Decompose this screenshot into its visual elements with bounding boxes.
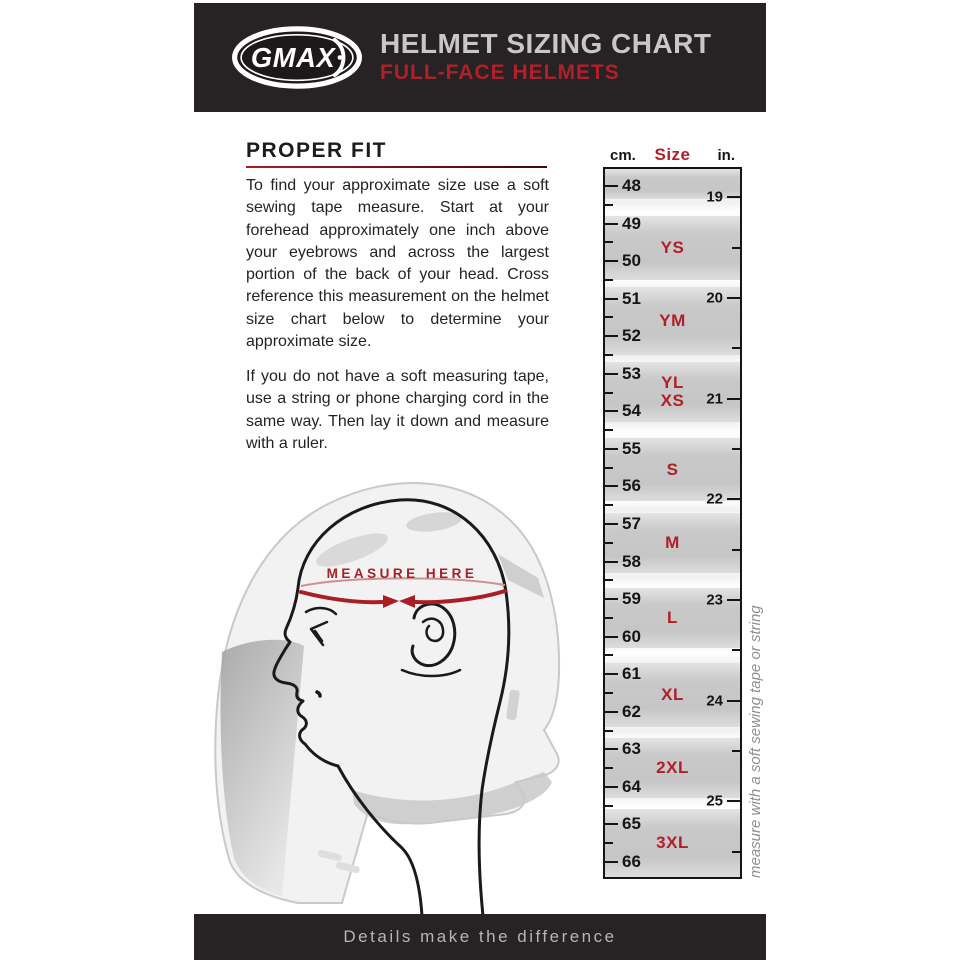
cm-tick xyxy=(605,523,618,525)
size-label: 2XL xyxy=(656,758,689,778)
size-label: 3XL xyxy=(656,833,689,853)
size-label: L xyxy=(667,607,678,627)
cm-tick-label: 48 xyxy=(622,175,641,195)
cm-tick-label: 60 xyxy=(622,626,641,646)
cm-tick xyxy=(605,730,613,732)
cm-tick xyxy=(605,805,613,807)
in-tick-label: 23 xyxy=(706,591,723,609)
in-tick-label: 19 xyxy=(706,188,723,206)
cm-tick-label: 52 xyxy=(622,326,641,346)
page-title: HELMET SIZING CHART xyxy=(380,28,712,59)
in-tick xyxy=(732,851,740,853)
cm-tick xyxy=(605,842,613,844)
cm-tick xyxy=(605,636,618,638)
cm-tick-label: 61 xyxy=(622,664,641,684)
cm-tick xyxy=(605,485,618,487)
in-tick-label: 21 xyxy=(706,390,723,407)
cm-tick-label: 53 xyxy=(622,363,641,383)
cm-tick xyxy=(605,204,613,206)
in-tick-label: 24 xyxy=(706,692,723,709)
in-tick xyxy=(732,649,740,651)
sizing-chart-card xyxy=(194,3,766,960)
cm-tick-label: 50 xyxy=(622,251,641,270)
cm-tick-label: 59 xyxy=(622,589,641,609)
size-column-header: Size xyxy=(654,145,691,164)
cm-tick xyxy=(605,373,618,375)
proper-fit-paragraph-1: To find your approximate size use a soft sewing tape measure. Start at your forehead approximately one inch above your eyebrows and across the largest portion of the back of your head. Cross reference this measurement on the helmet size chart below to determine your approximate size. xyxy=(246,177,549,351)
size-label: XL xyxy=(661,684,684,704)
cm-tick xyxy=(605,598,618,600)
cm-tick xyxy=(605,223,618,225)
cm-tick xyxy=(605,260,618,262)
footer-bar xyxy=(194,914,766,960)
cm-tick-label: 63 xyxy=(622,739,641,759)
cm-tick xyxy=(605,861,618,863)
cm-tick xyxy=(605,579,613,581)
size-label: YS xyxy=(660,237,685,257)
cm-tick xyxy=(605,392,613,394)
in-tick xyxy=(727,599,740,601)
cm-tick-label: 64 xyxy=(622,776,641,796)
cm-tick xyxy=(605,241,613,243)
proper-fit-heading: PROPER FIT xyxy=(246,139,388,162)
cm-tick-label: 62 xyxy=(622,701,641,721)
helmet-illustration xyxy=(202,466,570,918)
cm-tick xyxy=(605,279,613,281)
in-tick xyxy=(732,247,740,249)
in-tick xyxy=(727,498,740,500)
sizing-ruler xyxy=(603,167,742,879)
in-tick xyxy=(727,297,740,299)
cm-tick xyxy=(605,335,618,337)
in-tick xyxy=(732,347,740,349)
gmax-logo-icon xyxy=(232,25,362,90)
cm-tick-label: 51 xyxy=(622,288,641,308)
cm-tick-label: 65 xyxy=(622,814,641,834)
cm-tick xyxy=(605,617,613,619)
cm-tick-label: 58 xyxy=(622,551,641,571)
cm-tick xyxy=(605,410,618,412)
cm-tick-label: 66 xyxy=(622,852,641,871)
cm-tick xyxy=(605,692,613,694)
size-label: YL XS xyxy=(660,373,685,411)
size-label: M xyxy=(665,532,680,552)
page-subtitle: FULL-FACE HELMETS xyxy=(380,61,620,84)
logo-text: GMAX xyxy=(250,42,336,74)
measure-here-label: MEASURE HERE xyxy=(326,566,478,581)
cm-tick xyxy=(605,316,613,318)
in-tick xyxy=(727,700,740,702)
cm-tick xyxy=(605,711,618,713)
cm-tick-label: 54 xyxy=(622,401,641,421)
in-tick xyxy=(732,750,740,752)
in-tick-label: 20 xyxy=(706,289,723,307)
footer-tagline: Details make the difference xyxy=(343,927,617,946)
header-bar xyxy=(194,3,766,112)
cm-tick xyxy=(605,654,613,656)
in-tick xyxy=(727,800,740,802)
cm-tick xyxy=(605,561,618,563)
cm-tick xyxy=(605,542,613,544)
cm-tick-label: 55 xyxy=(622,438,641,458)
cm-tick xyxy=(605,786,618,788)
in-tick xyxy=(727,196,740,198)
chart-column-headers xyxy=(603,145,742,165)
cm-tick xyxy=(605,429,613,431)
in-column-header: in. xyxy=(717,147,735,164)
cm-tick xyxy=(605,298,618,300)
cm-tick xyxy=(605,504,613,506)
cm-tick xyxy=(605,185,618,187)
in-tick xyxy=(732,549,740,551)
cm-tick xyxy=(605,673,618,675)
proper-fit-paragraph-2: If you do not have a soft measuring tape, use a string or phone charging cord in the same way. Then lay it down and measure with a ruler. xyxy=(246,368,549,452)
size-label: S xyxy=(666,459,679,479)
cm-column-header: cm. xyxy=(610,147,636,164)
cm-tick xyxy=(605,823,618,825)
size-label: YM xyxy=(659,311,686,331)
in-tick xyxy=(727,398,740,400)
cm-tick-label: 57 xyxy=(622,513,641,533)
cm-tick xyxy=(605,354,613,356)
in-tick-label: 22 xyxy=(706,490,723,508)
cm-tick xyxy=(605,448,618,450)
cm-tick xyxy=(605,767,613,769)
header-titles xyxy=(380,28,712,86)
in-tick xyxy=(732,448,740,450)
in-tick-label: 25 xyxy=(706,792,723,810)
heading-underline xyxy=(246,166,547,168)
measuring-note: measure with a soft sewing tape or string xyxy=(747,605,764,878)
cm-tick-label: 56 xyxy=(622,476,641,496)
cm-tick xyxy=(605,748,618,750)
cm-tick-label: 49 xyxy=(622,213,641,233)
cm-tick xyxy=(605,467,613,469)
